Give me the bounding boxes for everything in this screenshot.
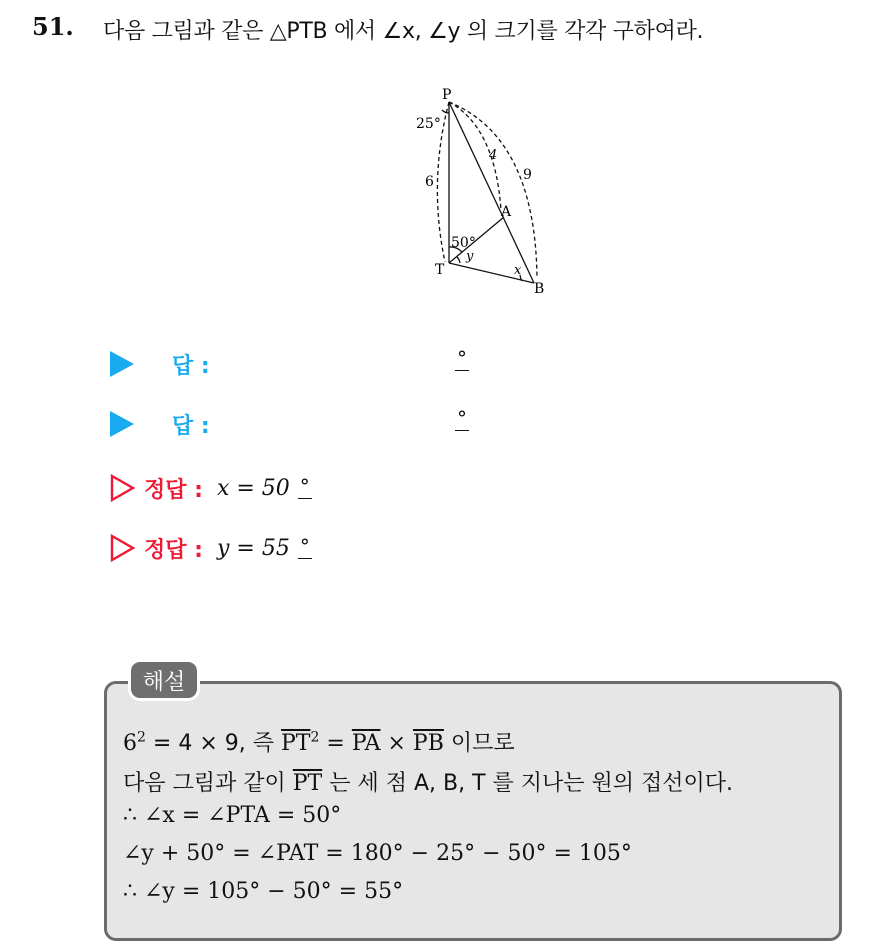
segment-pb xyxy=(449,102,534,283)
play-outline-icon xyxy=(110,474,136,502)
degree-mark: ° xyxy=(299,473,310,498)
answer-label: 답 : xyxy=(172,353,210,379)
label-p: P xyxy=(442,87,452,103)
correct-label: 정답 : xyxy=(144,537,203,563)
play-icon xyxy=(110,411,134,437)
explanation-line-2: 다음 그림과 같이 $\overline{PT}$ 는 세 점 A, B, T 를 지나는 원의 접선이다. xyxy=(123,771,734,796)
label-len-9: 9 xyxy=(523,167,532,183)
explanation-line-3: ∴ ∠x = ∠PTA = 50° xyxy=(123,803,342,828)
label-a: A xyxy=(501,204,512,220)
correct-value: x = 50 xyxy=(216,475,290,501)
label-len-6: 6 xyxy=(425,174,434,190)
label-len-4: 4 xyxy=(489,148,498,163)
play-icon xyxy=(110,351,134,377)
label-b: B xyxy=(534,281,545,297)
question-number: 51. xyxy=(32,12,74,41)
explanation-line-4: ∠y + 50° = ∠PAT = 180° − 25° − 50° = 105° xyxy=(123,841,632,866)
degree-mark: ° xyxy=(299,533,310,558)
correct-label: 정답 : xyxy=(144,477,203,503)
label-angle-50: 50° xyxy=(451,235,476,251)
arc-25 xyxy=(442,110,449,113)
explanation-line-5: ∴ ∠y = 105° − 50° = 55° xyxy=(123,879,404,904)
answer-blank-2[interactable]: ° xyxy=(457,406,467,430)
answer-row-1 xyxy=(110,346,210,382)
arc-y xyxy=(457,257,460,263)
explanation-tag: 해설 xyxy=(128,659,200,701)
play-outline-icon xyxy=(110,534,136,562)
correct-row-1 xyxy=(110,470,312,506)
explanation-line-1: $6^2 = 4 \times 9$, 즉 $\overline{PT}^2 = \overline{PA} \times \overline{PB}$ 이므로 xyxy=(123,729,515,756)
label-y: y xyxy=(466,249,474,264)
label-x: x xyxy=(514,263,522,278)
question-text: 다음 그림과 같은 △PTB 에서 ∠x, ∠y 의 크기를 각각 구하여라. xyxy=(103,19,704,44)
correct-row-2 xyxy=(110,530,312,566)
answer-label: 답 : xyxy=(172,413,210,439)
answer-blank-1[interactable]: ° xyxy=(457,346,467,370)
label-angle-25: 25° xyxy=(416,116,441,132)
label-t: T xyxy=(435,262,445,278)
correct-value: y = 55 xyxy=(216,535,290,561)
triangle-figure xyxy=(400,82,570,300)
answer-row-2 xyxy=(110,406,210,442)
